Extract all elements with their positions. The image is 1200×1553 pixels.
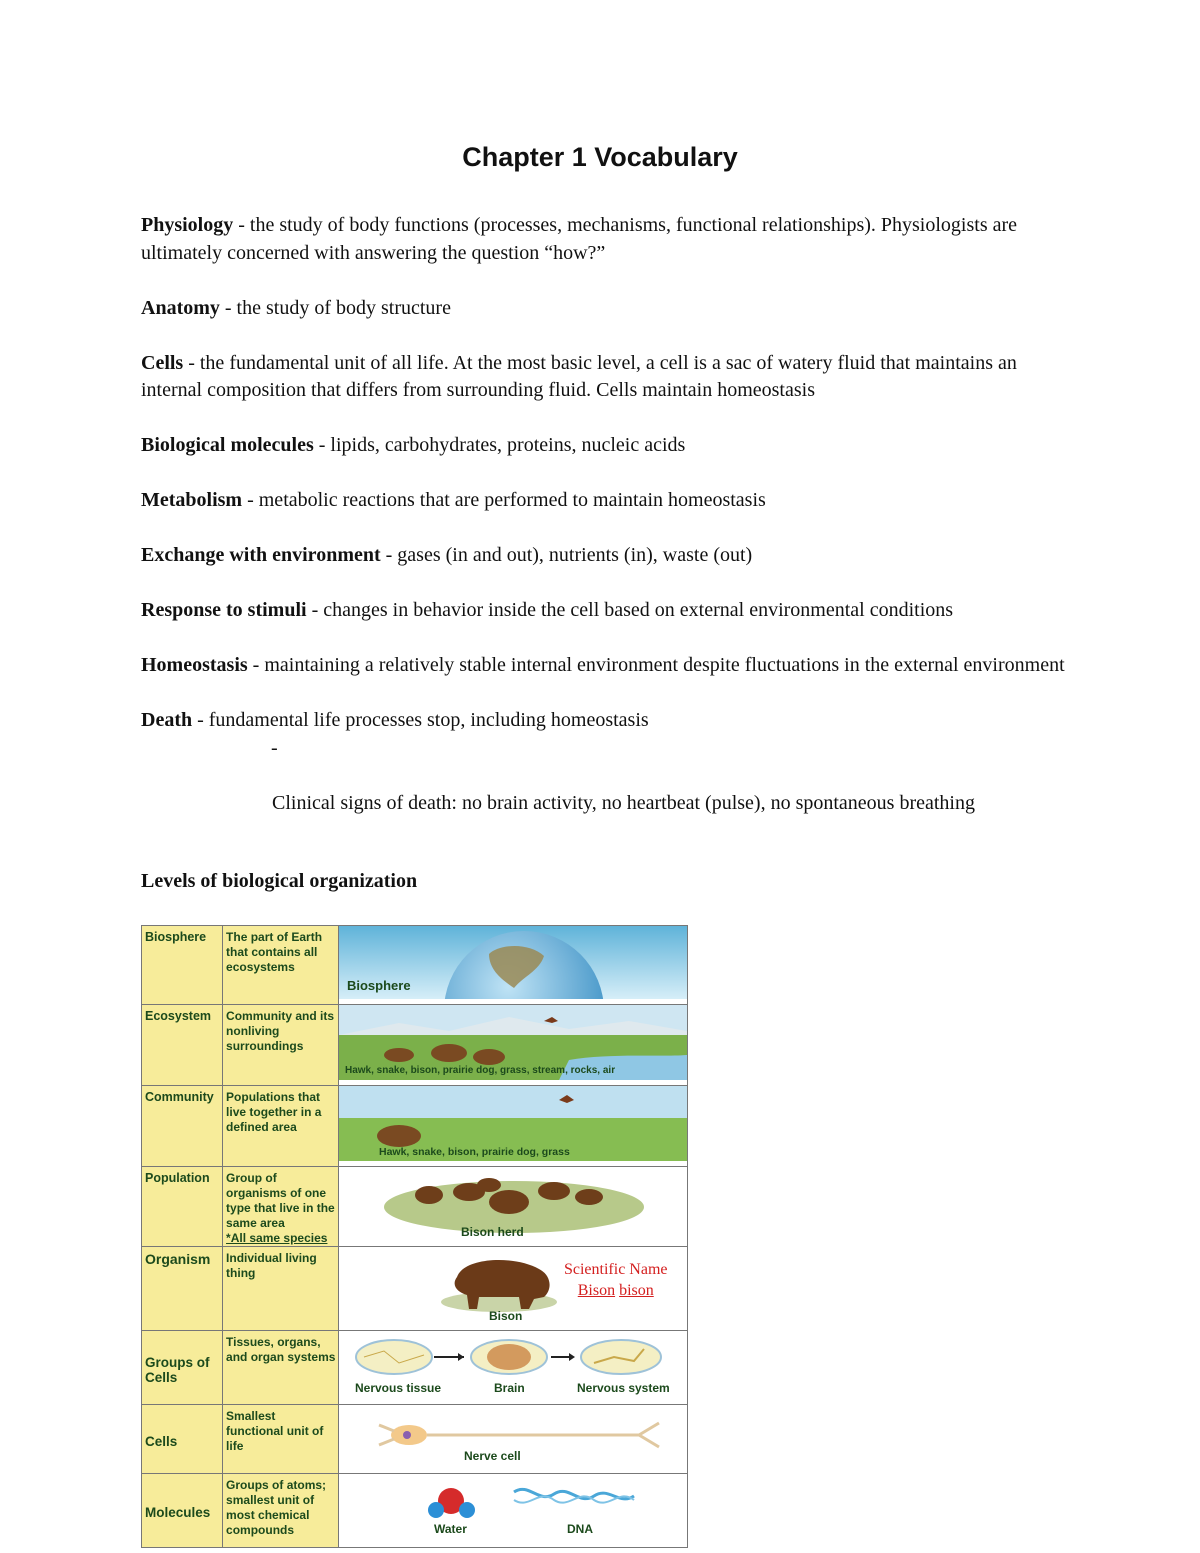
level-description: Groups of atoms; smallest unit of most chemical compounds xyxy=(223,1474,339,1548)
level-description: The part of Earth that contains all ecosystems xyxy=(223,926,339,1005)
image-caption: Nervous system xyxy=(576,1381,670,1395)
term-definition: - maintaining a relatively stable internal environment despite fluctuations in the external environment xyxy=(247,654,1065,676)
term-exchange xyxy=(141,542,1071,570)
level-description: Populations that live together in a defined area xyxy=(223,1086,339,1167)
level-name: Biosphere xyxy=(142,926,223,1005)
image-caption: Nervous tissue xyxy=(354,1381,442,1395)
image-caption: Hawk, snake, bison, prairie dog, grass, stream, rocks, air xyxy=(344,1065,616,1076)
level-name: Population xyxy=(142,1167,223,1247)
population-note: *All same species xyxy=(226,1231,328,1245)
bullet-dash: - xyxy=(271,736,278,759)
term-definition: - the study of body structure xyxy=(219,296,451,319)
term-homeostasis xyxy=(141,652,1071,680)
table-row xyxy=(142,926,688,1005)
levels-heading: Levels of biological organization xyxy=(141,870,418,892)
scientific-name-genus: Bison xyxy=(577,1282,616,1299)
term-name: Metabolism xyxy=(141,489,243,511)
term-name: Physiology xyxy=(141,214,234,236)
tissue-icon xyxy=(356,1340,432,1374)
image-caption: Brain xyxy=(493,1381,525,1395)
level-image-organism xyxy=(338,1247,687,1331)
term-physiology xyxy=(141,212,1071,267)
term-definition: - metabolic reactions that are performed to maintain homeostasis xyxy=(242,489,766,511)
term-metabolism xyxy=(141,487,1071,515)
level-name: Organism xyxy=(142,1247,223,1331)
term-definition: - changes in behavior inside the cell based on external environmental conditions xyxy=(306,599,954,621)
image-caption: Bison herd xyxy=(460,1225,524,1239)
level-image-ecosystem xyxy=(338,1005,687,1086)
term-name: Exchange with environment xyxy=(141,544,381,566)
term-name: Anatomy xyxy=(141,296,220,319)
brain-icon xyxy=(487,1344,531,1370)
term-biological-molecules xyxy=(141,432,1071,460)
table-row xyxy=(142,1247,688,1331)
term-anatomy xyxy=(141,295,1071,323)
level-image-population xyxy=(338,1167,687,1247)
image-caption: Bison xyxy=(488,1309,523,1323)
level-image-community xyxy=(338,1086,687,1167)
vocabulary-list xyxy=(141,212,1071,759)
term-name: Cells xyxy=(141,351,184,374)
term-death xyxy=(141,707,1071,735)
image-caption: Hawk, snake, bison, prairie dog, grass xyxy=(378,1146,570,1158)
table-row xyxy=(142,1405,688,1474)
term-definition: - gases (in and out), nutrients (in), waste (out) xyxy=(380,544,753,566)
level-description: Tissues, organs, and organ systems xyxy=(223,1331,339,1405)
image-caption: DNA xyxy=(566,1522,593,1536)
table-row xyxy=(142,1005,688,1086)
molecules-illustration xyxy=(339,1474,687,1542)
level-description: Group of organisms of one type that live in the same area *All same species xyxy=(223,1167,339,1247)
level-image-biosphere xyxy=(338,926,687,1005)
page-title: Chapter 1 Vocabulary xyxy=(462,142,738,172)
nervous-system-icon xyxy=(581,1340,661,1374)
level-image-cells xyxy=(338,1405,687,1474)
table-row xyxy=(142,1086,688,1167)
term-name: Response to stimuli xyxy=(141,599,307,621)
scientific-name-label: Scientific Name xyxy=(563,1261,668,1278)
term-definition: - the study of body functions (processes, mechanisms, functional relationships). Physiologists are ultimately concerned with answering the question “how?” xyxy=(141,214,1018,264)
term-definition: - fundamental life processes stop, including homeostasis xyxy=(192,709,649,731)
levels-table xyxy=(141,925,688,1548)
term-definition: - the fundamental unit of all life. At the most basic level, a cell is a sac of watery fluid that maintains an internal composition that differs from surrounding fluid. Cells maintain homeostasis xyxy=(141,351,1017,401)
level-image-cell-groups xyxy=(338,1331,687,1405)
scientific-name xyxy=(564,1259,668,1301)
term-definition: - lipids, carbohydrates, proteins, nucleic acids xyxy=(313,434,686,456)
level-name: Community xyxy=(142,1086,223,1167)
level-name: Cells xyxy=(142,1405,223,1474)
table-row xyxy=(142,1474,688,1548)
term-name: Biological molecules xyxy=(141,434,314,456)
level-name: Molecules xyxy=(142,1474,223,1548)
level-name: Groups of Cells xyxy=(142,1331,223,1405)
term-name: Homeostasis xyxy=(141,654,248,676)
death-bullet-text: Clinical signs of death: no brain activity, no heartbeat (pulse), no spontaneous breathing xyxy=(272,792,975,814)
level-description: Smallest functional unit of life xyxy=(223,1405,339,1474)
image-caption: Water xyxy=(433,1522,467,1536)
level-description: Community and its nonliving surroundings xyxy=(223,1005,339,1086)
level-image-molecules xyxy=(338,1474,687,1548)
image-caption: Biosphere xyxy=(346,978,411,993)
term-cells xyxy=(141,350,1071,405)
table-row xyxy=(142,1167,688,1247)
term-name: Death xyxy=(141,709,193,731)
image-caption: Nerve cell xyxy=(463,1449,521,1463)
scientific-name-species: bison xyxy=(619,1282,654,1299)
level-description: Individual living thing xyxy=(223,1247,339,1331)
term-response xyxy=(141,597,1071,625)
level-name: Ecosystem xyxy=(142,1005,223,1086)
table-row xyxy=(142,1331,688,1405)
